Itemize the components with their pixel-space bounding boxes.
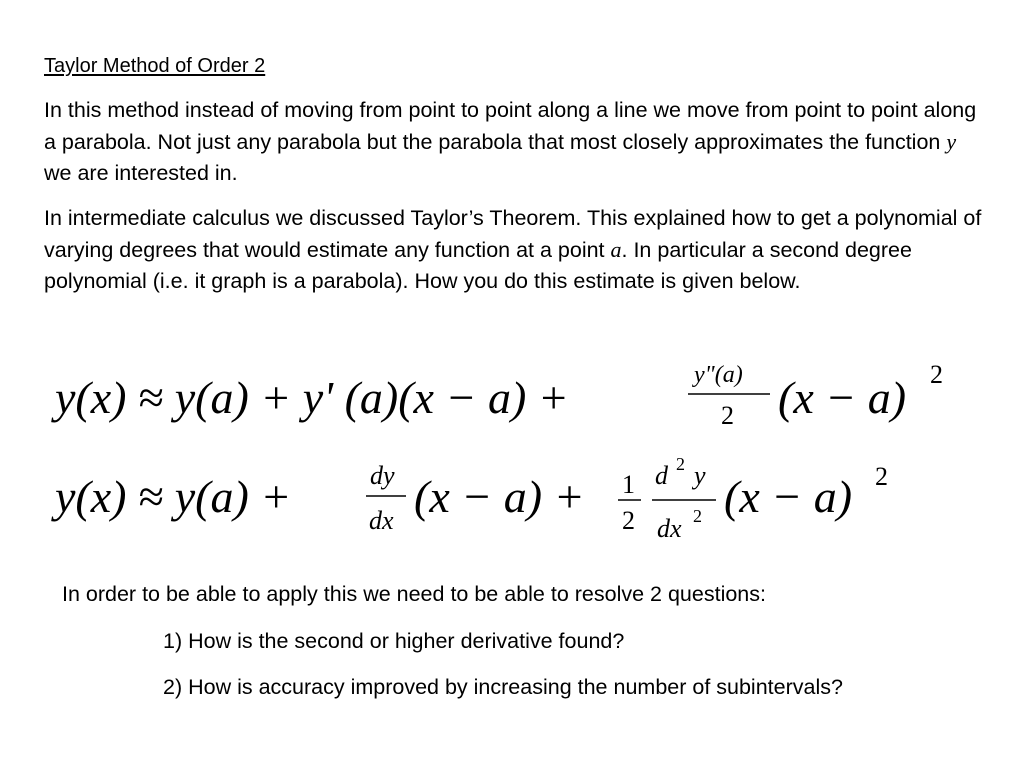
formula-1-fraction-numerator: y"(a) xyxy=(694,362,743,388)
formula-1-lhs: y(x) ≈ y(a) + y' (a)(x − a) + xyxy=(55,372,569,423)
paragraph-2-text-a: In intermediate calculus we discussed Taylor’s Theorem. This explained how to get a polynomial of varying degrees that would estimate any function at a point xyxy=(44,206,982,262)
paragraph-1-text-a: In this method instead of moving from point to point along a line we move from point to point along a parabola. Not just any parabola but the parabola that most closely approximates the function xyxy=(44,98,977,154)
formula-2-lhs: y(x) ≈ y(a) + xyxy=(55,471,292,522)
formula-2-tail: (x − a) xyxy=(724,471,853,522)
variable-y: y xyxy=(946,129,957,154)
formula-2-d: d xyxy=(655,461,668,490)
questions-intro: In order to be able to apply this we need to be able to resolve 2 questions: xyxy=(62,582,766,606)
formula-2-half-denominator: 2 xyxy=(622,506,635,535)
variable-a: a xyxy=(610,237,622,262)
question-1: 1) How is the second or higher derivative found? xyxy=(163,629,625,653)
paragraph-2-text-b: . In particular a second degree polynomial (i.e. it graph is a parabola). How you do this estimate is given below. xyxy=(44,238,912,293)
formula-1-exponent: 2 xyxy=(930,360,943,389)
formula-2-dy: dy xyxy=(370,461,395,490)
formula-2 xyxy=(51,454,888,543)
formula-1-tail: (x − a) xyxy=(778,372,907,423)
formula-2-half-numerator: 1 xyxy=(622,470,635,499)
formula-2-mid: (x − a) + xyxy=(414,471,585,522)
paragraph-1-text-b: we are interested in. xyxy=(44,161,238,185)
formula-1-fraction-denominator: 2 xyxy=(721,401,734,430)
formula-2-dx-squared: dx xyxy=(657,514,682,543)
formula-2-y: y xyxy=(694,461,706,490)
formula-2-exponent: 2 xyxy=(875,462,888,491)
question-2: 2) How is accuracy improved by increasing the number of subintervals? xyxy=(163,675,843,699)
formula-2-dx: dx xyxy=(369,506,394,535)
formula-1 xyxy=(51,360,943,430)
formula-2-d-exponent: 2 xyxy=(676,454,685,474)
slide-title: Taylor Method of Order 2 xyxy=(44,55,266,77)
formula-2-dx-exponent: 2 xyxy=(693,506,702,526)
